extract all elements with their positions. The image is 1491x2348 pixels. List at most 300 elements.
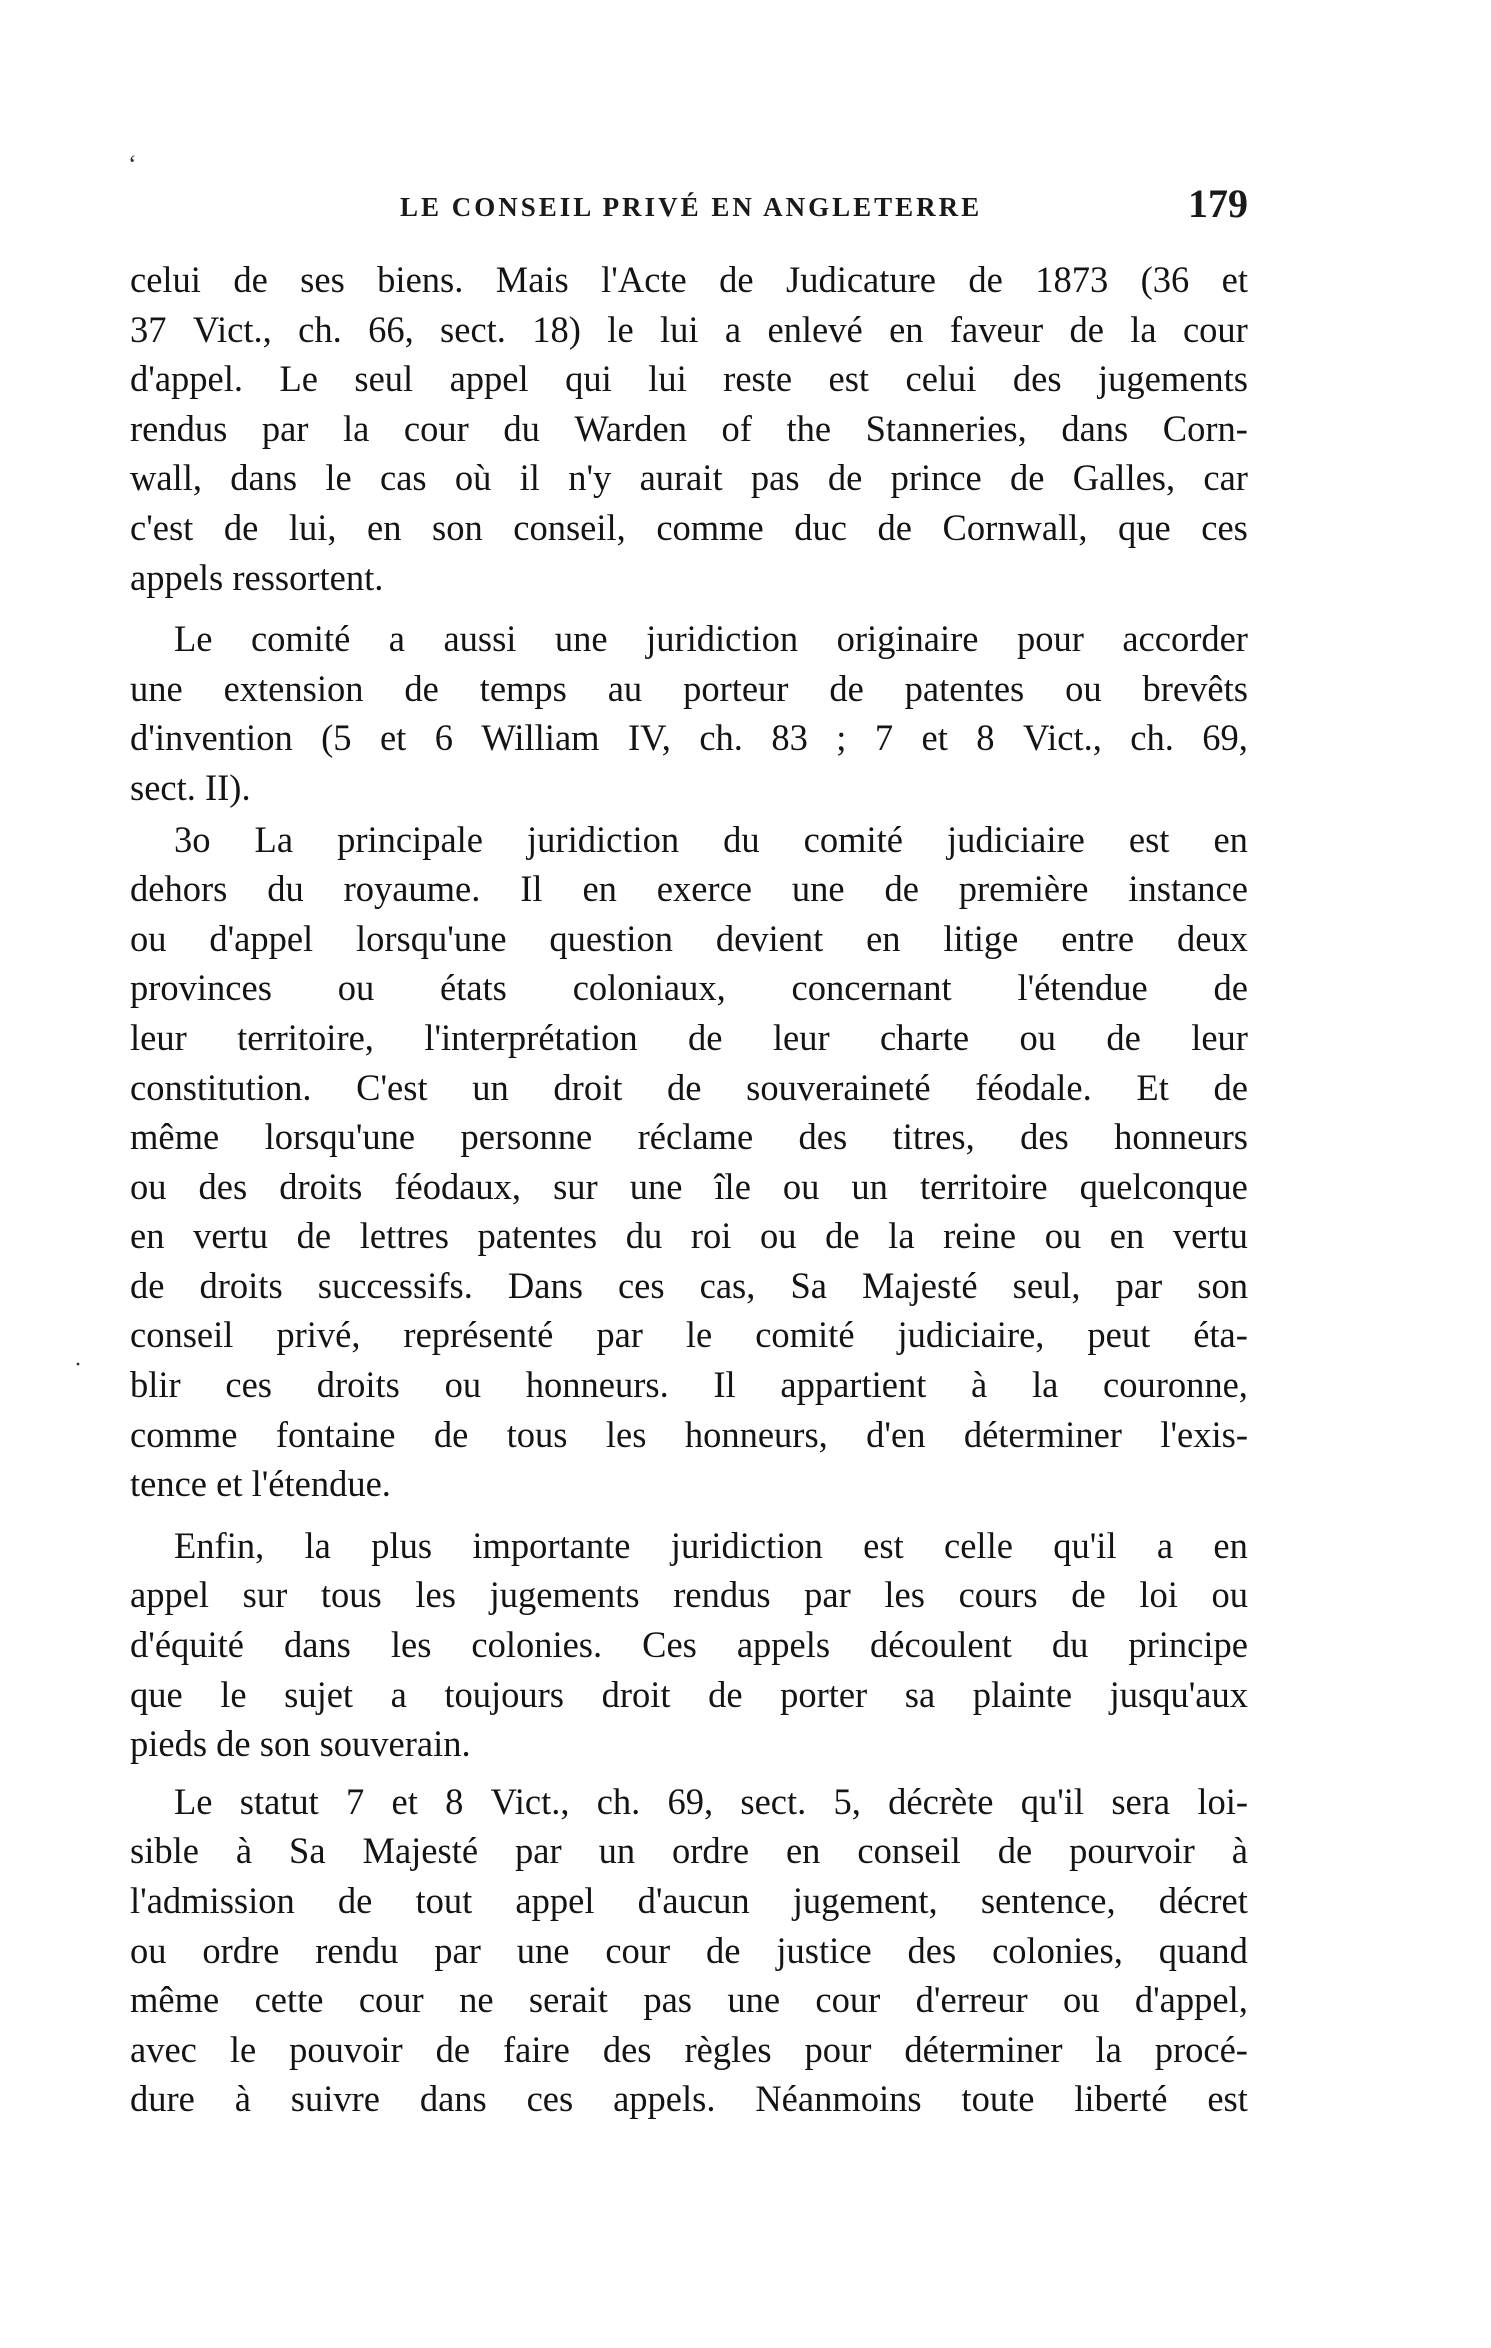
word: d'appel,: [1134, 1979, 1248, 2021]
text-line: [130, 1876, 1248, 1926]
word: de: [130, 1264, 165, 1306]
word: et: [1221, 259, 1248, 300]
word: l'interprétation: [424, 1016, 638, 1058]
word: toujours: [444, 1673, 565, 1715]
word: d'en: [866, 1413, 926, 1455]
word: est: [1207, 2078, 1248, 2120]
word: entre: [1061, 917, 1135, 959]
word: une: [727, 1979, 781, 2021]
word: le: [229, 2028, 257, 2070]
running-head: LE CONSEIL PRIVÉ EN ANGLETERRE: [400, 192, 983, 222]
word: déterminer: [904, 2028, 1063, 2070]
word: leur: [1191, 1016, 1248, 1058]
page-number: 179: [1188, 181, 1248, 226]
word: ou: [130, 1929, 167, 1971]
word: la: [888, 1215, 915, 1257]
word: territoire: [919, 1165, 1048, 1207]
word: pour: [1016, 618, 1084, 660]
word: cour: [403, 407, 469, 449]
word: où: [454, 457, 492, 499]
text-line: tence et l'étendue.: [130, 1463, 391, 1505]
word: exerce: [656, 868, 752, 910]
word: souveraineté: [746, 1066, 931, 1108]
word: Vict.,: [490, 1780, 570, 1822]
word: sur: [553, 1165, 598, 1207]
word: ou: [782, 1165, 820, 1207]
word: les: [390, 1624, 432, 1666]
text-line: pieds de son souverain.: [130, 1723, 471, 1765]
word: Galles,: [1072, 457, 1176, 499]
word: honneurs.: [525, 1364, 669, 1406]
word: Dans: [507, 1264, 583, 1306]
word: à: [971, 1364, 988, 1406]
word: de: [233, 259, 268, 300]
word: 3o: [174, 818, 211, 860]
word: cette: [254, 1979, 324, 2021]
word: de: [296, 1215, 332, 1257]
word: successifs.: [317, 1264, 473, 1306]
word: de: [706, 1929, 741, 1971]
word: de: [404, 667, 439, 709]
word: en: [866, 917, 901, 959]
word: sur: [242, 1574, 288, 1616]
word: sera: [1111, 1780, 1171, 1822]
word: loi-: [1197, 1780, 1248, 1822]
word: sujet: [284, 1673, 354, 1715]
word: instance: [1128, 868, 1248, 910]
word: celui: [130, 259, 201, 300]
text-line: [130, 1620, 1248, 1670]
paragraph-1: [130, 255, 1248, 602]
word: de: [433, 1413, 469, 1455]
word: conseil,: [513, 506, 626, 548]
word: dehors: [130, 868, 228, 910]
word: plainte: [972, 1673, 1073, 1715]
word: cour: [358, 1979, 424, 2021]
paragraph-5: [130, 1777, 1248, 2124]
word: enlevé: [767, 308, 863, 350]
body-text: [130, 255, 1248, 2124]
word: C'est: [356, 1066, 428, 1108]
word: Cornwall,: [942, 506, 1088, 548]
word: brevêts: [1142, 667, 1248, 709]
word: cas,: [699, 1264, 756, 1306]
word: roi: [690, 1215, 732, 1257]
word: comme: [656, 506, 764, 548]
word: ch.: [699, 717, 743, 759]
text-line: [130, 2025, 1248, 2075]
word: patentes: [477, 1215, 598, 1257]
word: peut: [1087, 1314, 1151, 1356]
word: procé-: [1154, 2028, 1248, 2070]
word: la: [1031, 1364, 1059, 1406]
word: judiciaire,: [897, 1314, 1045, 1356]
word: principe: [1128, 1624, 1248, 1666]
word: ou: [1211, 1574, 1248, 1616]
word: privé,: [276, 1314, 361, 1356]
word: titres,: [892, 1116, 975, 1158]
word: vertu: [193, 1215, 269, 1257]
word: une: [554, 618, 608, 660]
word: de: [968, 259, 1003, 300]
word: un: [598, 1830, 636, 1872]
word: Stanneries,: [865, 407, 1027, 449]
word: éta-: [1193, 1314, 1248, 1356]
word: Vict.,: [1022, 717, 1102, 759]
word: appel: [449, 358, 529, 400]
word: tout: [415, 1880, 473, 1921]
word: les: [884, 1574, 925, 1616]
word: droits: [199, 1264, 283, 1306]
word: Mais: [495, 259, 569, 300]
word: ;: [836, 717, 847, 759]
word: d'appel: [209, 917, 314, 959]
word: (5: [321, 717, 352, 759]
word: 69,: [1202, 717, 1248, 759]
word: cour: [815, 1979, 881, 2021]
word: celui: [905, 358, 977, 400]
word: de: [825, 1215, 860, 1257]
word: of: [721, 407, 752, 449]
word: aurait: [639, 457, 723, 499]
word: est: [863, 1524, 904, 1566]
word: en: [1213, 818, 1248, 860]
text-line: [130, 1926, 1248, 1976]
word: a: [388, 618, 405, 660]
word: duc: [794, 506, 847, 548]
word: rendus: [130, 407, 228, 449]
word: reine: [943, 1215, 1017, 1257]
word: de: [435, 2028, 471, 2070]
word: à: [234, 2078, 251, 2120]
word: lorsqu'une: [264, 1116, 416, 1158]
text-line: appels ressortent.: [130, 556, 384, 598]
word: litige: [943, 917, 1019, 959]
word: the: [786, 407, 832, 449]
text-line: [130, 255, 1248, 305]
word: statut: [239, 1780, 319, 1822]
word: du: [1051, 1624, 1089, 1666]
word: 37: [130, 308, 167, 350]
word: a: [1156, 1524, 1174, 1566]
word: jusqu'aux: [1109, 1673, 1248, 1715]
word: (36: [1140, 259, 1190, 300]
word: tous: [506, 1413, 568, 1455]
text-line: [130, 1777, 1248, 1827]
word: question: [549, 917, 674, 959]
word: Le: [174, 618, 213, 660]
word: liberté: [1074, 2078, 1168, 2120]
word: des: [1012, 358, 1062, 400]
word: ch.: [298, 308, 342, 350]
text-line: [130, 1360, 1248, 1410]
word: ou: [1062, 1979, 1100, 2021]
word: comité: [755, 1314, 855, 1356]
word: porter: [780, 1673, 868, 1715]
word: décret: [1158, 1880, 1248, 1921]
word: celle: [944, 1524, 1013, 1566]
word: en: [1109, 1215, 1145, 1257]
word: ch.: [596, 1780, 641, 1822]
word: 6: [434, 717, 453, 759]
text-line: [130, 1211, 1248, 1261]
word: juridiction: [527, 818, 680, 860]
word: du: [625, 1215, 663, 1257]
word: pas: [750, 457, 800, 499]
word: pouvoir: [289, 2028, 403, 2070]
word: lui: [660, 308, 699, 350]
word: qui: [565, 358, 612, 400]
word: suivre: [290, 2078, 380, 2120]
word: ces: [1201, 506, 1248, 548]
word: rendus: [673, 1574, 771, 1616]
text-line: [130, 453, 1248, 503]
text-line: [130, 1521, 1248, 1571]
word: de: [708, 1673, 743, 1715]
word: d'aucun: [637, 1880, 750, 1921]
word: ces: [617, 1264, 665, 1306]
paragraph-2: [130, 614, 1248, 812]
word: du: [267, 868, 304, 910]
word: en: [785, 1830, 821, 1872]
word: Corn-: [1162, 407, 1248, 449]
text-line: [130, 404, 1248, 454]
word: cour: [1182, 308, 1248, 350]
text-line: [130, 963, 1248, 1013]
word: par: [261, 407, 309, 449]
word: ou: [130, 1165, 167, 1207]
word: personne: [460, 1116, 593, 1158]
word: 66,: [368, 308, 414, 350]
word: dans: [230, 457, 298, 499]
word: Il: [520, 868, 543, 910]
word: 69,: [667, 1780, 714, 1822]
word: porteur: [683, 667, 789, 709]
word: Majesté: [862, 1264, 978, 1306]
word: l'Acte: [601, 259, 687, 300]
text-line: [130, 1410, 1248, 1460]
word: biens.: [377, 259, 464, 300]
word: 18): [532, 308, 581, 350]
word: déterminer: [963, 1413, 1122, 1455]
word: 1873: [1035, 259, 1109, 300]
word: une: [130, 667, 183, 709]
word: ou: [444, 1364, 482, 1406]
word: comité: [250, 618, 351, 660]
text-line: [130, 503, 1248, 553]
word: jugements: [489, 1574, 640, 1616]
word: ces: [225, 1364, 272, 1406]
word: la: [343, 407, 370, 449]
word: même: [130, 1116, 220, 1158]
word: féodale.: [975, 1066, 1092, 1108]
word: son: [1197, 1264, 1248, 1306]
word: IV,: [627, 717, 671, 759]
word: ou: [1044, 1215, 1082, 1257]
text-line: [130, 1310, 1248, 1360]
word: en: [1213, 1524, 1248, 1566]
text-line: [130, 614, 1248, 664]
word: par: [596, 1314, 643, 1356]
text-line: [130, 1013, 1248, 1063]
word: de: [1071, 1574, 1106, 1616]
word: de: [719, 259, 754, 300]
word: l'exis-: [1160, 1413, 1248, 1455]
word: une: [629, 1165, 683, 1207]
text-line: sect. II).: [130, 766, 251, 808]
word: ordre: [672, 1830, 750, 1872]
text-line: [130, 1162, 1248, 1212]
word: seul: [354, 358, 414, 400]
word: le: [220, 1673, 247, 1715]
text-line: [130, 914, 1248, 964]
word: juridiction: [646, 618, 799, 660]
word: une: [791, 868, 845, 910]
word: 7: [874, 717, 894, 759]
word: lorsqu'une: [356, 917, 507, 959]
word: colonies,: [992, 1929, 1123, 1971]
word: et: [391, 1780, 418, 1822]
word: 7: [346, 1780, 365, 1822]
text-line: [130, 1112, 1248, 1162]
word: des: [1020, 1116, 1069, 1158]
word: de: [688, 1016, 723, 1058]
word: judiciaire: [947, 818, 1085, 860]
word: dure: [130, 2078, 195, 2120]
word: par: [515, 1830, 562, 1872]
word: c'est: [130, 506, 194, 548]
word: pourvoir: [1069, 1830, 1195, 1872]
word: les: [605, 1413, 647, 1455]
word: son: [432, 506, 483, 548]
word: ordre: [202, 1929, 280, 1971]
word: la: [304, 1524, 331, 1566]
word: est: [828, 358, 870, 400]
word: a: [390, 1673, 407, 1715]
word: dans: [419, 2078, 487, 2120]
word: Judicature: [785, 259, 936, 300]
word: du: [503, 407, 540, 449]
word: le: [685, 1314, 713, 1356]
word: La: [254, 818, 294, 860]
word: ne: [459, 1979, 494, 2021]
word: honneurs: [1114, 1116, 1248, 1158]
paragraph-3: [130, 815, 1248, 1509]
word: le: [607, 308, 634, 350]
word: pour: [804, 2028, 872, 2070]
word: loi: [1139, 1574, 1178, 1616]
word: honneurs,: [684, 1413, 828, 1455]
word: constitution.: [130, 1066, 312, 1108]
word: de: [827, 457, 863, 499]
word: royaume.: [343, 868, 481, 910]
word: juridiction: [670, 1524, 823, 1566]
word: extension: [223, 667, 364, 709]
word: un: [851, 1165, 888, 1207]
word: des: [602, 2028, 652, 2070]
word: féodaux,: [394, 1165, 522, 1207]
word: colonies.: [471, 1624, 603, 1666]
word: temps: [479, 667, 567, 709]
word: île: [714, 1165, 751, 1207]
word: et: [921, 717, 948, 759]
text-line: [130, 1261, 1248, 1311]
word: Vict.,: [192, 308, 272, 350]
word: même: [130, 1979, 220, 2021]
word: faveur: [949, 308, 1044, 350]
word: provinces: [130, 967, 272, 1009]
word: 5,: [833, 1780, 861, 1822]
word: lui,: [288, 506, 337, 548]
word: Il: [713, 1364, 736, 1406]
word: des: [198, 1165, 248, 1207]
word: Et: [1136, 1066, 1169, 1108]
word: sect.: [740, 1780, 807, 1822]
word: de: [1213, 967, 1248, 1009]
word: et: [379, 717, 407, 759]
word: vertu: [1172, 1215, 1248, 1257]
word: appels: [736, 1624, 831, 1666]
word: originaire: [836, 618, 979, 660]
word: la: [1130, 308, 1157, 350]
word: aussi: [443, 618, 517, 660]
word: jugement,: [792, 1880, 938, 1921]
word: ou: [1065, 667, 1102, 709]
word: quand: [1158, 1929, 1248, 1971]
word: 8: [445, 1780, 464, 1822]
word: car: [1203, 457, 1248, 499]
word: rendu: [315, 1929, 399, 1971]
word: par: [804, 1574, 851, 1616]
word: la: [1095, 2028, 1122, 2070]
word: états: [440, 967, 507, 1009]
word: importante: [472, 1524, 631, 1566]
word: prince: [890, 457, 982, 499]
word: l'étendue: [1017, 967, 1148, 1009]
word: Sa: [790, 1264, 827, 1306]
word: a: [724, 308, 742, 350]
word: première: [958, 868, 1089, 910]
word: un: [472, 1066, 509, 1108]
word: couronne,: [1103, 1364, 1248, 1406]
word: sible: [130, 1830, 199, 1872]
word: est: [1128, 818, 1170, 860]
word: réclame: [637, 1116, 754, 1158]
text-line: [130, 354, 1248, 404]
word: d'invention: [130, 717, 293, 759]
word: découlent: [870, 1624, 1012, 1666]
word: ou: [130, 917, 167, 959]
word: serait: [528, 1979, 608, 2021]
word: patentes: [904, 667, 1025, 709]
word: de: [667, 1066, 702, 1108]
word: dans: [283, 1624, 351, 1666]
word: à: [1231, 1830, 1248, 1872]
word: des: [907, 1929, 957, 1971]
paragraph-4: [130, 1521, 1248, 1769]
word: comme: [130, 1413, 238, 1455]
word: n'y: [568, 457, 612, 499]
word: de: [1069, 308, 1104, 350]
word: des: [798, 1116, 848, 1158]
word: avec: [130, 2028, 197, 2070]
word: sect.: [440, 308, 506, 350]
word: droits: [316, 1364, 400, 1406]
word: de: [884, 868, 919, 910]
word: Ces: [642, 1624, 697, 1666]
word: toute: [961, 2078, 1035, 2120]
word: que: [130, 1673, 183, 1715]
